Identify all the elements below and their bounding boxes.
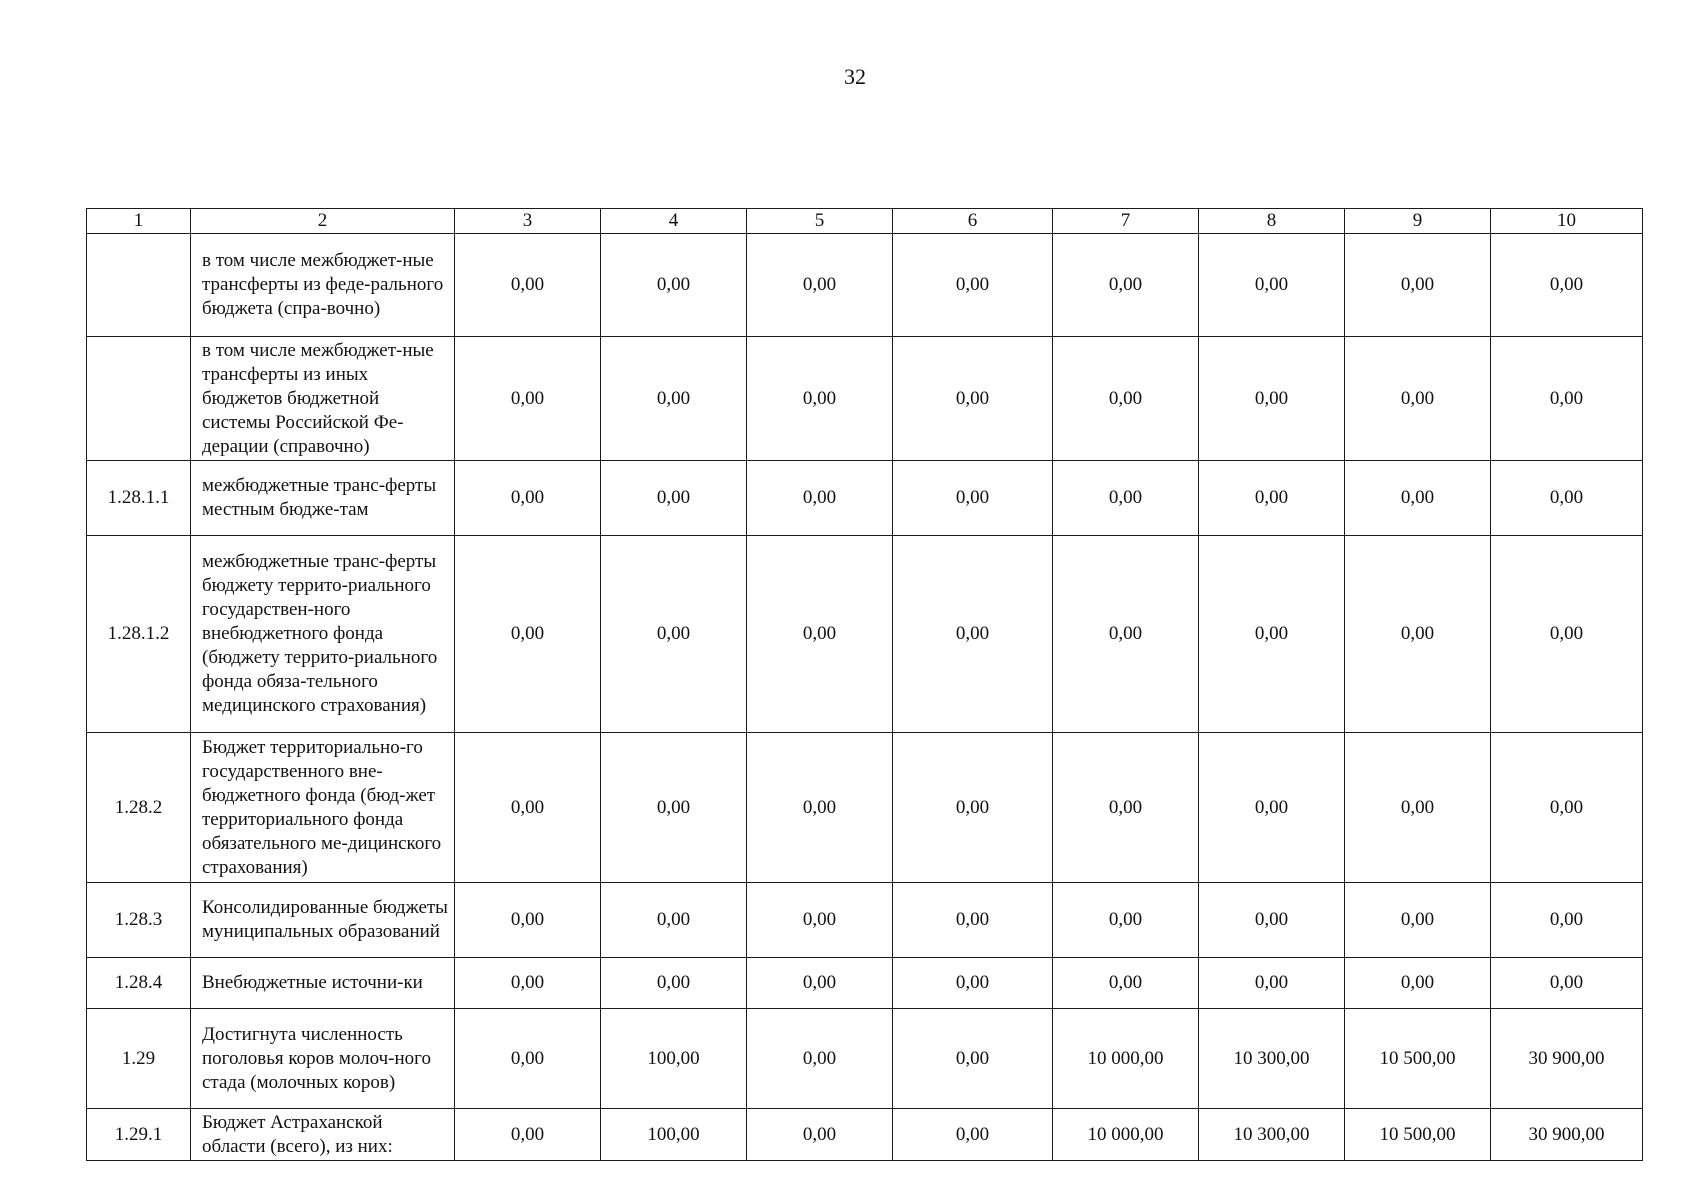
value-cell: 0,00: [601, 733, 747, 883]
value-cell: 10 000,00: [1053, 1009, 1199, 1109]
value-cell: 0,00: [1053, 958, 1199, 1009]
value-cell: 0,00: [1491, 883, 1643, 958]
value-cell: 0,00: [1199, 461, 1345, 536]
table-row: [87, 536, 1643, 733]
value-cell: 0,00: [601, 461, 747, 536]
table-row: [87, 1009, 1643, 1109]
value-cell: 0,00: [747, 733, 893, 883]
value-cell: 0,00: [1199, 234, 1345, 337]
value-cell: 0,00: [601, 958, 747, 1009]
value-cell: 0,00: [601, 234, 747, 337]
value-cell: 0,00: [893, 958, 1053, 1009]
budget-table: [86, 208, 1643, 1161]
value-cell: 0,00: [747, 536, 893, 733]
value-cell: 0,00: [1491, 234, 1643, 337]
value-cell: 0,00: [747, 234, 893, 337]
value-cell: 0,00: [1053, 883, 1199, 958]
value-cell: 0,00: [893, 337, 1053, 461]
value-cell: 0,00: [747, 958, 893, 1009]
column-header: 8: [1199, 209, 1345, 234]
column-header: 3: [455, 209, 601, 234]
value-cell: 0,00: [893, 733, 1053, 883]
row-code: 1.29: [87, 1009, 191, 1109]
row-description: в том числе межбюджет-ные трансферты из феде-рального бюджета (спра-вочно): [191, 234, 455, 337]
value-cell: 0,00: [1053, 337, 1199, 461]
value-cell: 0,00: [455, 733, 601, 883]
column-header: 10: [1491, 209, 1643, 234]
table-row: [87, 883, 1643, 958]
value-cell: 0,00: [455, 234, 601, 337]
row-code: 1.28.1.1: [87, 461, 191, 536]
value-cell: 10 500,00: [1345, 1109, 1491, 1161]
column-header: 2: [191, 209, 455, 234]
row-description: в том числе межбюджет-ные трансферты из иных бюджетов бюджетной системы Российской Фе-дерации (справочно): [191, 337, 455, 461]
value-cell: 30 900,00: [1491, 1109, 1643, 1161]
value-cell: 100,00: [601, 1009, 747, 1109]
row-code: 1.28.1.2: [87, 536, 191, 733]
value-cell: 0,00: [455, 1109, 601, 1161]
value-cell: 0,00: [455, 883, 601, 958]
value-cell: 0,00: [747, 1109, 893, 1161]
table-row: [87, 733, 1643, 883]
value-cell: 0,00: [747, 1009, 893, 1109]
column-header: 1: [87, 209, 191, 234]
row-description: Бюджет территориально-го государственного вне-бюджетного фонда (бюд-жет территориального фонда обязательного ме-дицинского страхования): [191, 733, 455, 883]
row-code: 1.28.3: [87, 883, 191, 958]
value-cell: 0,00: [1491, 536, 1643, 733]
column-header: 6: [893, 209, 1053, 234]
value-cell: 0,00: [1199, 958, 1345, 1009]
row-description: Внебюджетные источни-ки: [191, 958, 455, 1009]
table-row: [87, 958, 1643, 1009]
value-cell: 10 000,00: [1053, 1109, 1199, 1161]
value-cell: 0,00: [747, 883, 893, 958]
value-cell: 0,00: [1053, 536, 1199, 733]
value-cell: 0,00: [1199, 337, 1345, 461]
value-cell: 0,00: [893, 883, 1053, 958]
row-code: 1.29.1: [87, 1109, 191, 1161]
value-cell: 0,00: [1199, 536, 1345, 733]
value-cell: 0,00: [893, 1009, 1053, 1109]
value-cell: 0,00: [1053, 461, 1199, 536]
value-cell: 0,00: [893, 1109, 1053, 1161]
value-cell: 0,00: [893, 234, 1053, 337]
row-description: межбюджетные транс-ферты местным бюдже-там: [191, 461, 455, 536]
value-cell: 0,00: [1491, 733, 1643, 883]
value-cell: 0,00: [1345, 883, 1491, 958]
value-cell: 0,00: [601, 337, 747, 461]
value-cell: 0,00: [1345, 536, 1491, 733]
table-row: [87, 461, 1643, 536]
value-cell: 0,00: [1199, 883, 1345, 958]
row-description: Бюджет Астраханской области (всего), из них:: [191, 1109, 455, 1161]
column-header: 7: [1053, 209, 1199, 234]
value-cell: 0,00: [893, 461, 1053, 536]
value-cell: 0,00: [455, 958, 601, 1009]
value-cell: 0,00: [1345, 461, 1491, 536]
value-cell: 0,00: [1491, 461, 1643, 536]
column-header: 4: [601, 209, 747, 234]
value-cell: 0,00: [601, 536, 747, 733]
value-cell: 0,00: [1053, 234, 1199, 337]
row-code: 1.28.4: [87, 958, 191, 1009]
value-cell: 10 300,00: [1199, 1109, 1345, 1161]
column-header: 9: [1345, 209, 1491, 234]
value-cell: 0,00: [747, 337, 893, 461]
value-cell: 0,00: [455, 337, 601, 461]
value-cell: 0,00: [1491, 958, 1643, 1009]
table-row: [87, 234, 1643, 337]
row-description: межбюджетные транс-ферты бюджету террито-риального государствен-ного внебюджетного фонда (бюджету террито-риального фонда обяза-тельного медицинского страхования): [191, 536, 455, 733]
value-cell: 0,00: [1345, 337, 1491, 461]
row-code: [87, 337, 191, 461]
value-cell: 0,00: [1345, 733, 1491, 883]
table-row: [87, 1109, 1643, 1161]
value-cell: 0,00: [601, 883, 747, 958]
value-cell: 0,00: [1345, 958, 1491, 1009]
value-cell: 0,00: [1345, 234, 1491, 337]
column-header: 5: [747, 209, 893, 234]
row-description: Консолидированные бюджеты муниципальных образований: [191, 883, 455, 958]
value-cell: 0,00: [455, 536, 601, 733]
value-cell: 0,00: [1491, 337, 1643, 461]
row-description: Достигнута численность поголовья коров молоч-ного стада (молочных коров): [191, 1009, 455, 1109]
row-code: 1.28.2: [87, 733, 191, 883]
value-cell: 30 900,00: [1491, 1009, 1643, 1109]
value-cell: 0,00: [455, 1009, 601, 1109]
row-code: [87, 234, 191, 337]
value-cell: 0,00: [747, 461, 893, 536]
value-cell: 0,00: [1053, 733, 1199, 883]
value-cell: 0,00: [893, 536, 1053, 733]
value-cell: 0,00: [1199, 733, 1345, 883]
table-header-row: [87, 209, 1643, 234]
value-cell: 0,00: [455, 461, 601, 536]
value-cell: 10 500,00: [1345, 1009, 1491, 1109]
value-cell: 10 300,00: [1199, 1009, 1345, 1109]
table-row: [87, 337, 1643, 461]
value-cell: 100,00: [601, 1109, 747, 1161]
page-number: 32: [844, 64, 866, 89]
